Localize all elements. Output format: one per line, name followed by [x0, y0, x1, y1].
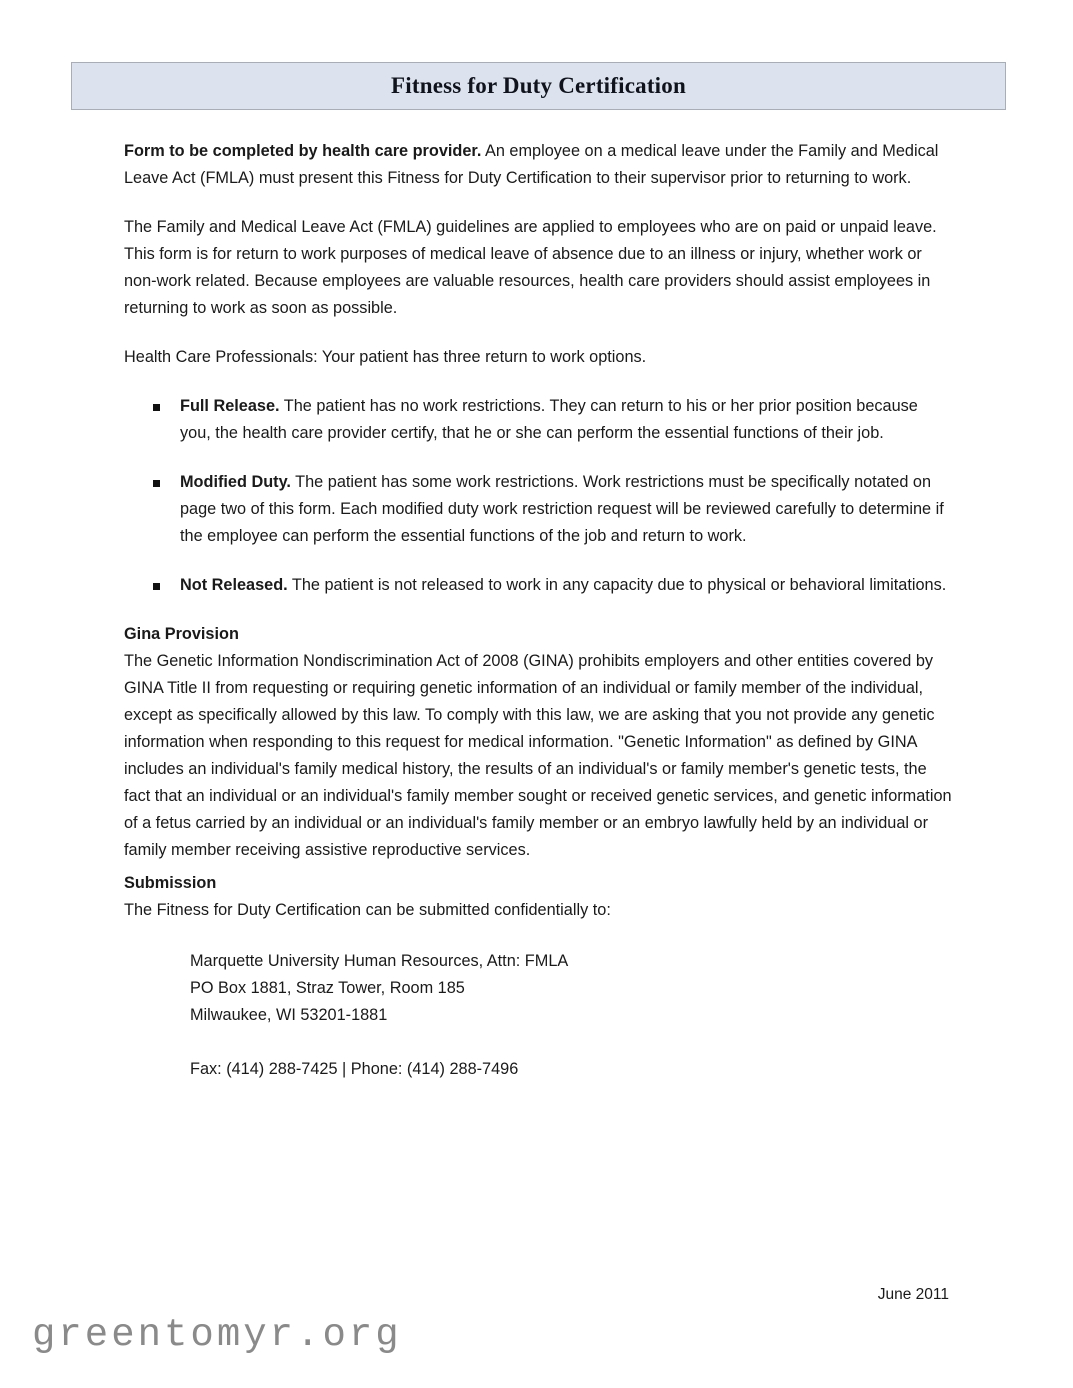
document-body: [124, 138, 952, 1083]
option-text-modified-duty: The patient has some work restrictions. Work restrictions must be specifically notated on page two of this form. Each modified duty work restriction request will be reviewed carefully to determine if the employee can perform the essential functions of the job and return to work.: [180, 473, 944, 545]
list-item-not-released: [124, 572, 952, 599]
option-text-not-released: The patient is not released to work in any capacity due to physical or behavioral limitations.: [287, 576, 947, 594]
gina-provision-section: [124, 621, 952, 864]
health-care-professionals-paragraph: Health Care Professionals: Your patient has three return to work options.: [124, 348, 647, 366]
address-line-city-state-zip: Milwaukee, WI 53201-1881: [190, 1006, 388, 1024]
intro-paragraph: [124, 138, 952, 192]
gina-provision-heading: Gina Provision: [124, 625, 239, 643]
return-to-work-options-list: [124, 393, 952, 599]
list-item-modified-duty: [124, 469, 952, 550]
list-item-full-release: [124, 393, 952, 447]
submission-contact-line: Fax: (414) 288-7425 | Phone: (414) 288-7496: [190, 1060, 519, 1078]
address-line-organization: Marquette University Human Resources, Attn: FMLA: [190, 952, 569, 970]
page-title: Fitness for Duty Certification: [391, 73, 686, 98]
submission-heading: Submission: [124, 874, 217, 892]
fmla-guidelines-paragraph: The Family and Medical Leave Act (FMLA) guidelines are applied to employees who are on paid or unpaid leave. This form is for return to work purposes of medical leave of absence due to an illness or injury, whether work or non-work related. Because employees are valuable resources, health care providers should assist employees in returning to work as soon as possible.: [124, 218, 937, 317]
document-title-banner: [71, 62, 1006, 110]
option-text-full-release: The patient has no work restrictions. They can return to his or her prior position because you, the health care provider certify, that he or she can perform the essential functions of their job.: [180, 397, 918, 442]
intro-lead-rest: An employee on a medical leave under the Family and Medical Leave Act (FMLA) must present this Fitness for Duty Certification to their supervisor prior to returning to work.: [124, 142, 939, 187]
option-label-full-release: Full Release.: [180, 397, 280, 415]
site-watermark: greentomyr.org: [32, 1313, 402, 1357]
submission-section: [124, 870, 952, 1083]
intro-lead: Form to be completed by health care provider.: [124, 142, 482, 160]
footer-date: June 2011: [877, 1286, 949, 1303]
gina-provision-body: The Genetic Information Nondiscrimination Act of 2008 (GINA) prohibits employers and other entities covered by GINA Title II from requesting or requiring genetic information of an individual or family member of the individual, except as specifically allowed by this law. To comply with this law, we are asking that you not provide any genetic information when responding to this request for medical information. "Genetic Information" as defined by GINA includes an individual's family medical history, the results of an individual's or family member's genetic tests, the fact that an individual or an individual's family member sought or received genetic services, and genetic information of a fetus carried by an individual or an individual's family member or an embryo lawfully held by an individual or family member receiving assistive reproductive services.: [124, 652, 952, 859]
address-line-street: PO Box 1881, Straz Tower, Room 185: [190, 979, 465, 997]
option-label-modified-duty: Modified Duty.: [180, 473, 291, 491]
option-label-not-released: Not Released.: [180, 576, 288, 594]
submission-address-block: [124, 948, 952, 1083]
submission-intro: The Fitness for Duty Certification can be submitted confidentially to:: [124, 901, 611, 919]
